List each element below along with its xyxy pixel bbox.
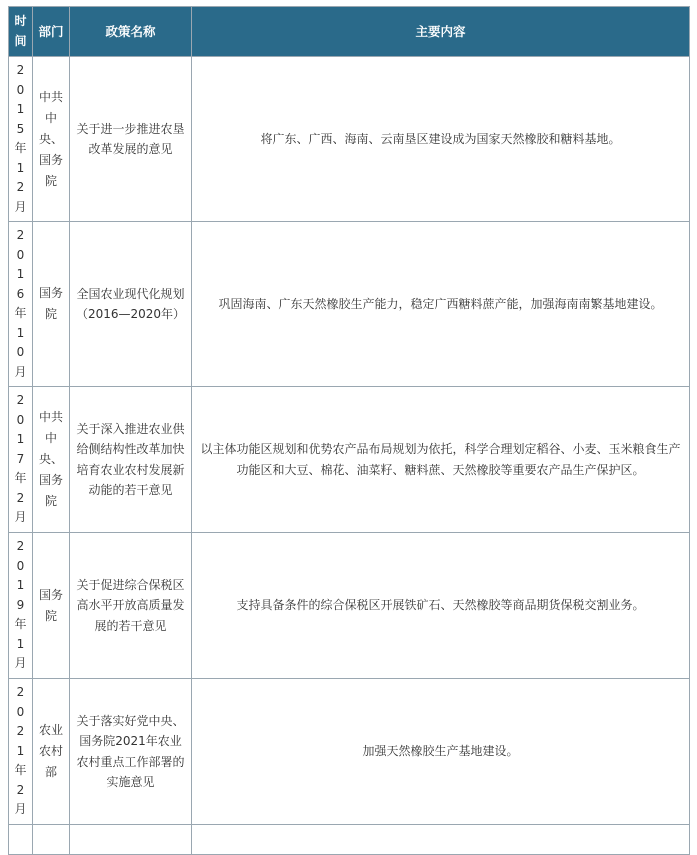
table-row [9,222,690,387]
cell-dept [33,825,70,855]
table-row [9,679,690,825]
cell-time: 2021年2月 [9,679,33,825]
cell-policy-name: 关于进一步推进农垦改革发展的意见 [70,57,192,222]
cell-time: 2017年2月 [9,387,33,533]
header-policy-name: 政策名称 [70,7,192,57]
cell-time: 2015年12月 [9,57,33,222]
cell-content [192,825,690,855]
header-dept: 部门 [33,7,70,57]
cell-content: 巩固海南、广东天然橡胶生产能力，稳定广西糖料蔗产能，加强海南南繁基地建设。 [192,222,690,387]
cell-policy-name: 关于深入推进农业供给侧结构性改革加快培育农业农村发展新动能的若干意见 [70,387,192,533]
cell-dept: 中共中央、国务院 [33,387,70,533]
header-content: 主要内容 [192,7,690,57]
cell-dept: 国务院 [33,222,70,387]
cell-content: 以主体功能区规划和优势农产品布局规划为依托，科学合理划定稻谷、小麦、玉米粮食生产功能区和大豆、棉花、油菜籽、糖料蔗、天然橡胶等重要农产品生产保护区。 [192,387,690,533]
policy-table [8,6,690,855]
cell-policy-name: 关于促进综合保税区高水平开放高质量发展的若干意见 [70,533,192,679]
cell-dept: 国务院 [33,533,70,679]
cell-policy-name: 关于落实好党中央、国务院2021年农业农村重点工作部署的实施意见 [70,679,192,825]
table-row [9,57,690,222]
cell-policy-name: 全国农业现代化规划（2016—2020年） [70,222,192,387]
cell-dept: 农业农村部 [33,679,70,825]
header-time: 时间 [9,7,33,57]
cell-time: 2016年10月 [9,222,33,387]
table-row [9,533,690,679]
cell-content: 支持具备条件的综合保税区开展铁矿石、天然橡胶等商品期货保税交割业务。 [192,533,690,679]
cell-content: 将广东、广西、海南、云南垦区建设成为国家天然橡胶和糖料基地。 [192,57,690,222]
cell-time: 2019年1月 [9,533,33,679]
cell-dept: 中共中央、国务院 [33,57,70,222]
table-header-row [9,7,690,57]
table-row [9,825,690,855]
table-row [9,387,690,533]
cell-content: 加强天然橡胶生产基地建设。 [192,679,690,825]
cell-policy-name [70,825,192,855]
cell-time [9,825,33,855]
